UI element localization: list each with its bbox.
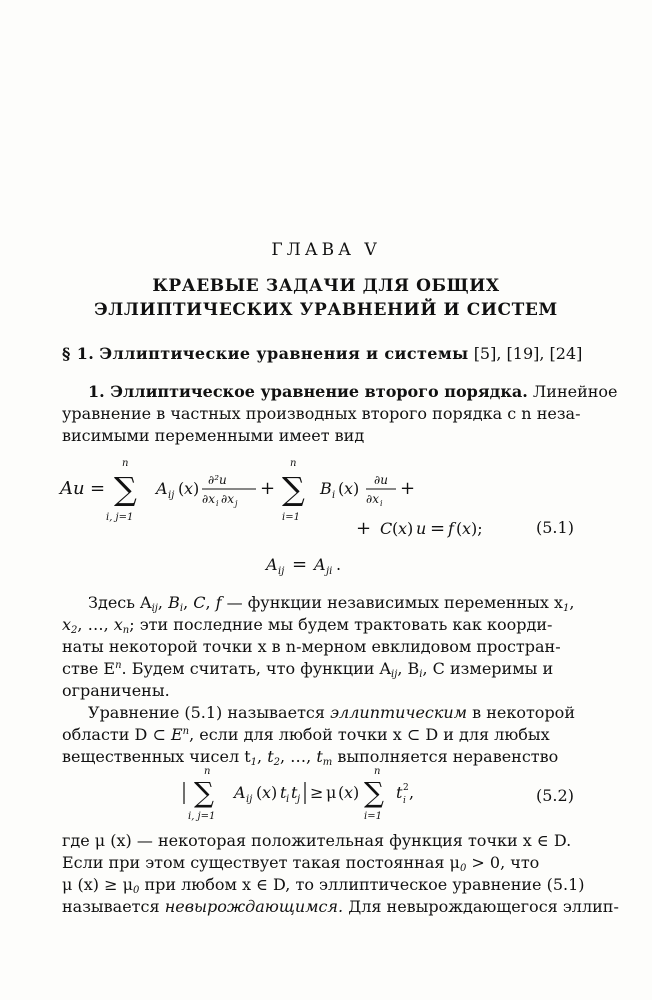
para4-text-e: μ (x) ≥ μ xyxy=(62,875,133,894)
svg-text:x: x xyxy=(344,479,354,498)
svg-text:A: A xyxy=(156,479,168,498)
svg-text:n: n xyxy=(374,766,381,777)
svg-text:A: A xyxy=(234,783,246,802)
para2-text-d: стве E xyxy=(62,659,116,678)
svg-text:): ) xyxy=(271,783,278,802)
para3-line-2: области D ⊂ $E^n$, если для любой точки x ⊂ D и для любых xyxy=(62,725,550,744)
para4-line-4 xyxy=(62,897,619,916)
svg-text:,: , xyxy=(409,783,415,802)
svg-text:=: = xyxy=(90,478,106,499)
para3-text-d: , если для любой точки x xyxy=(189,725,402,744)
subsection-title: 1. Эллиптическое уравнение второго порядка. xyxy=(88,382,528,401)
svg-text:j: j xyxy=(297,794,301,805)
para1-text-a: Линейное xyxy=(532,382,618,401)
svg-text:+: + xyxy=(400,478,416,499)
svg-text:∂x: ∂x xyxy=(366,492,379,506)
svg-text:∑: ∑ xyxy=(114,470,137,508)
para4-text-g: D, то эллиптическое уравнение (5.1) xyxy=(273,875,585,894)
chapter-title-line-1: КРАЕВЫЕ ЗАДАЧИ ДЛЯ ОБЩИХ xyxy=(152,276,500,296)
svg-text:(: ( xyxy=(392,519,399,538)
svg-text:2: 2 xyxy=(403,783,409,793)
svg-text:i: i xyxy=(286,794,290,805)
section-refs: [5], [19], [24] xyxy=(473,344,583,363)
svg-text:B: B xyxy=(320,479,332,498)
svg-text:i: i xyxy=(216,499,219,508)
para1-line-1 xyxy=(88,382,618,401)
para4-text-c: Если при этом существует такая постоянная μ xyxy=(62,853,460,872)
section-heading xyxy=(62,344,582,363)
svg-text:j: j xyxy=(235,499,238,508)
para4-text-a: где μ (x) — некоторая положительная функция точки x xyxy=(62,831,532,850)
svg-text:ij: ij xyxy=(168,490,175,501)
svg-text:): ) xyxy=(353,783,360,802)
svg-text:=: = xyxy=(292,554,308,575)
term-elliptic: эллиптическим xyxy=(330,703,467,722)
svg-text:+: + xyxy=(260,478,276,499)
svg-text:x: x xyxy=(262,783,272,802)
svg-text:C: C xyxy=(380,519,393,538)
para3-text-f: вещественных чисел t xyxy=(62,747,251,766)
para2-text-e: . Будем считать, что функции A xyxy=(121,659,392,678)
svg-text:(: ( xyxy=(256,783,263,802)
svg-text:): ) xyxy=(353,479,360,498)
para2-line-3: наты некоторой точки x в n-мерном евклидовом простран- xyxy=(62,637,561,656)
svg-text:t: t xyxy=(280,783,287,802)
svg-text:i=1: i=1 xyxy=(282,512,300,523)
svg-text:.: . xyxy=(336,555,342,574)
svg-text:x: x xyxy=(344,783,354,802)
para4-line-3: μ $(x) \ge \mu_0$ при любом x ∈ D, то эллиптическое уравнение (5.1) xyxy=(62,875,585,896)
svg-text:i=1: i=1 xyxy=(364,811,382,822)
chapter-heading: ГЛАВА V xyxy=(271,240,381,260)
para2-line-4: стве $E^n$. Будем считать, что функции $A_{ij}$, $B_i$, C измеримы и xyxy=(62,659,554,680)
svg-text:t: t xyxy=(396,783,403,802)
svg-text:(: ( xyxy=(338,479,345,498)
para4-text-d: > 0, что xyxy=(471,853,540,872)
svg-text:(: ( xyxy=(178,479,185,498)
svg-text:μ: μ xyxy=(326,783,337,802)
equation-5-1-number: (5.1) xyxy=(536,518,574,537)
svg-text:∂x: ∂x xyxy=(221,492,234,506)
para3-text-a: Уравнение (5.1) называется xyxy=(88,703,325,722)
para4-text-f: при любом x xyxy=(144,875,252,894)
para1-line-3: висимыми переменными имеет вид xyxy=(62,426,365,445)
svg-text:A: A xyxy=(314,555,326,574)
svg-text:∑: ∑ xyxy=(282,470,305,508)
para2-text-b: — функции независимых переменных x xyxy=(226,593,563,612)
para3-text-e: D и для любых xyxy=(425,725,550,744)
svg-text:∂²u: ∂²u xyxy=(208,473,227,487)
para4-line-2: Если при этом существует такая постоянная $\mu_0 > 0$, что xyxy=(62,853,540,874)
para3-text-g: выполняется неравенство xyxy=(337,747,559,766)
svg-text:∂u: ∂u xyxy=(374,473,388,487)
svg-text:=: = xyxy=(430,518,446,539)
svg-text:x: x xyxy=(462,519,472,538)
svg-text:∑: ∑ xyxy=(364,776,384,809)
svg-text:n: n xyxy=(122,458,129,469)
svg-text:): ) xyxy=(407,519,414,538)
para3-line-3: вещественных чисел $t_1$, $t_2$, …, $t_m$ выполняется неравенство xyxy=(62,747,559,768)
para4-text-b: D. xyxy=(553,831,572,850)
svg-text:ji: ji xyxy=(326,566,333,577)
para2-text-a: Здесь A xyxy=(88,593,152,612)
equation-5-2-number: (5.2) xyxy=(536,786,574,805)
svg-text:);: ); xyxy=(471,519,483,538)
term-nondegenerate: невырождающимся. xyxy=(164,897,344,916)
para1-line-2: уравнение в частных производных второго порядка с n неза- xyxy=(62,404,581,423)
svg-text:x: x xyxy=(184,479,194,498)
para3-text-b: в некоторой xyxy=(472,703,575,722)
para4-line-1: где μ (x) — некоторая положительная функция точки x ∈ D. xyxy=(62,831,572,850)
svg-text:ij: ij xyxy=(246,794,253,805)
equation-5-2 xyxy=(150,764,450,826)
para3-text-c: области D xyxy=(62,725,148,744)
para2-text-c: ; эти последние мы будем трактовать как коорди- xyxy=(129,615,553,634)
svg-text:(: ( xyxy=(338,783,345,802)
chapter-title-line-2: ЭЛЛИПТИЧЕСКИХ УРАВНЕНИЙ И СИСТЕМ xyxy=(94,300,558,320)
svg-text:i, j=1: i, j=1 xyxy=(106,512,134,523)
svg-text:ij: ij xyxy=(278,566,285,577)
svg-text:Au: Au xyxy=(60,478,85,499)
para2-line-2: $x_2$, …, $x_n$; эти последние мы будем трактовать как коорди- xyxy=(62,615,553,636)
svg-text:t: t xyxy=(291,783,298,802)
svg-text:+: + xyxy=(356,518,372,539)
para3-line-1 xyxy=(88,703,575,722)
svg-text:n: n xyxy=(290,458,297,469)
svg-text:i: i xyxy=(332,490,336,501)
svg-text:x: x xyxy=(398,519,408,538)
para2-line-1: Здесь $A_{ij}$, $B_i$, C, f — функции независимых переменных $x_1$, xyxy=(88,593,575,614)
section-mark: § 1. xyxy=(62,344,95,363)
para2-text-g: , C измеримы и xyxy=(422,659,554,678)
svg-text:i, j=1: i, j=1 xyxy=(188,811,216,822)
svg-text:i: i xyxy=(380,499,383,508)
para4-text-h: называется xyxy=(62,897,160,916)
svg-text:∑: ∑ xyxy=(194,776,214,809)
svg-text:∂x: ∂x xyxy=(202,492,215,506)
svg-text:(: ( xyxy=(456,519,463,538)
section-title: Эллиптические уравнения и системы xyxy=(99,344,469,363)
equation-5-1 xyxy=(56,450,596,585)
para2-line-5: ограничены. xyxy=(62,681,170,700)
svg-text:f: f xyxy=(448,519,454,538)
svg-text:): ) xyxy=(193,479,200,498)
svg-text:u: u xyxy=(416,519,427,538)
svg-text:n: n xyxy=(204,766,211,777)
svg-text:A: A xyxy=(266,555,278,574)
svg-text:i: i xyxy=(403,796,406,806)
svg-text:≥: ≥ xyxy=(310,783,324,802)
para2-text-f: , B xyxy=(397,659,420,678)
para4-text-i: Для невырождающегося эллип- xyxy=(348,897,619,916)
